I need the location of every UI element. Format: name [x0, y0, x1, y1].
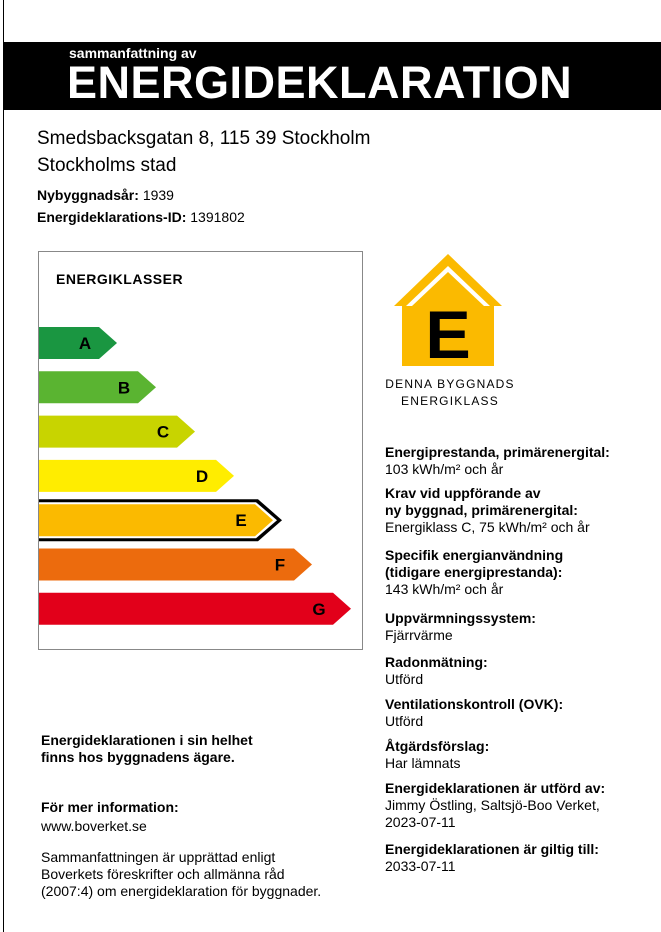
more-info-label: För mer information: [41, 799, 179, 815]
legal-note-line1: Sammanfattningen är upprättad enligt [41, 849, 276, 865]
more-info-link[interactable]: www.boverket.se [41, 818, 147, 834]
badge-caption [380, 376, 520, 410]
info-value: Utförd [385, 671, 424, 687]
info-value: 103 kWh/m² och år [385, 461, 504, 477]
info-heading: Åtgärdsförslag: [385, 738, 490, 754]
badge-caption-line2: ENERGIKLASS [401, 394, 499, 408]
energy-class-bar-b [39, 371, 156, 403]
info-heading: Energideklarationen är giltig till: [385, 841, 599, 857]
legal-note-line3: (2007:4) om energideklaration för byggnader. [41, 883, 322, 899]
owner-note [41, 732, 253, 766]
built-year-value: 1939 [142, 187, 174, 203]
declaration-id-value: 1391802 [190, 209, 245, 225]
info-heading: ny byggnad, primärenergital: [385, 502, 578, 518]
svg-text:E: E [425, 297, 471, 368]
energy-class-label-g: G [312, 599, 326, 619]
info-heading: Radonmätning: [385, 654, 488, 670]
header-subtitle: sammanfattning av [69, 45, 197, 61]
energy-class-label-d: D [195, 466, 209, 486]
info-item [385, 654, 488, 688]
energy-class-bar-c [39, 416, 195, 448]
info-heading: Uppvärmningssystem: [385, 610, 536, 626]
energy-class-label-e: E [235, 511, 247, 531]
info-item [385, 738, 489, 772]
info-value: 2033-07-11 [385, 858, 456, 874]
energy-classes-title: ENERGIKLASSER [56, 271, 184, 287]
info-item [385, 696, 563, 730]
declaration-id-label: Energideklarations-ID: [37, 209, 187, 225]
info-value: Utförd [385, 713, 424, 729]
energy-class-bar-f [39, 549, 312, 581]
info-item [385, 485, 590, 536]
info-item [385, 444, 610, 478]
info-item [385, 610, 536, 644]
info-value: Jimmy Östling, Saltsjö-Boo Verket, [385, 797, 600, 813]
energy-class-label-f: F [274, 555, 286, 575]
built-year-label: Nybyggnadsår: [37, 187, 139, 203]
info-heading: Energideklarationen är utförd av: [385, 780, 606, 796]
owner-note-line2: finns hos byggnadens ägare. [41, 749, 235, 765]
address-municipality: Stockholms stad [37, 155, 177, 176]
info-heading: Energiprestanda, primärenergital: [385, 444, 610, 460]
info-value: 143 kWh/m² och år [385, 581, 504, 597]
info-item [385, 780, 605, 831]
address-street: Smedsbacksgatan 8, 115 39 Stockholm [37, 128, 371, 149]
info-item [385, 841, 599, 875]
legal-note [41, 849, 321, 900]
header-title: ENERGIDEKLARATION [67, 57, 573, 108]
energy-class-badge-icon [392, 250, 504, 368]
info-heading: Krav vid uppförande av [385, 485, 541, 501]
info-value: Har lämnats [385, 755, 461, 771]
energy-class-label-c: C [156, 422, 170, 442]
info-heading: (tidigare energiprestanda): [385, 564, 563, 580]
energy-class-label-b: B [117, 378, 131, 398]
info-value: Energiklass C, 75 kWh/m² och år [385, 519, 590, 535]
info-heading: Specifik energianvändning [385, 547, 564, 563]
info-heading: Ventilationskontroll (OVK): [385, 696, 564, 712]
owner-note-line1: Energideklarationen i sin helhet [41, 732, 253, 748]
energy-class-bar-g [39, 593, 351, 625]
info-item [385, 547, 563, 598]
info-value: Fjärrvärme [385, 627, 453, 643]
badge-caption-line1: DENNA BYGGNADS [385, 377, 515, 391]
info-value: 2023-07-11 [385, 814, 456, 830]
energy-class-label-a: A [78, 334, 92, 353]
legal-note-line2: Boverkets föreskrifter och allmänna råd [41, 866, 285, 882]
